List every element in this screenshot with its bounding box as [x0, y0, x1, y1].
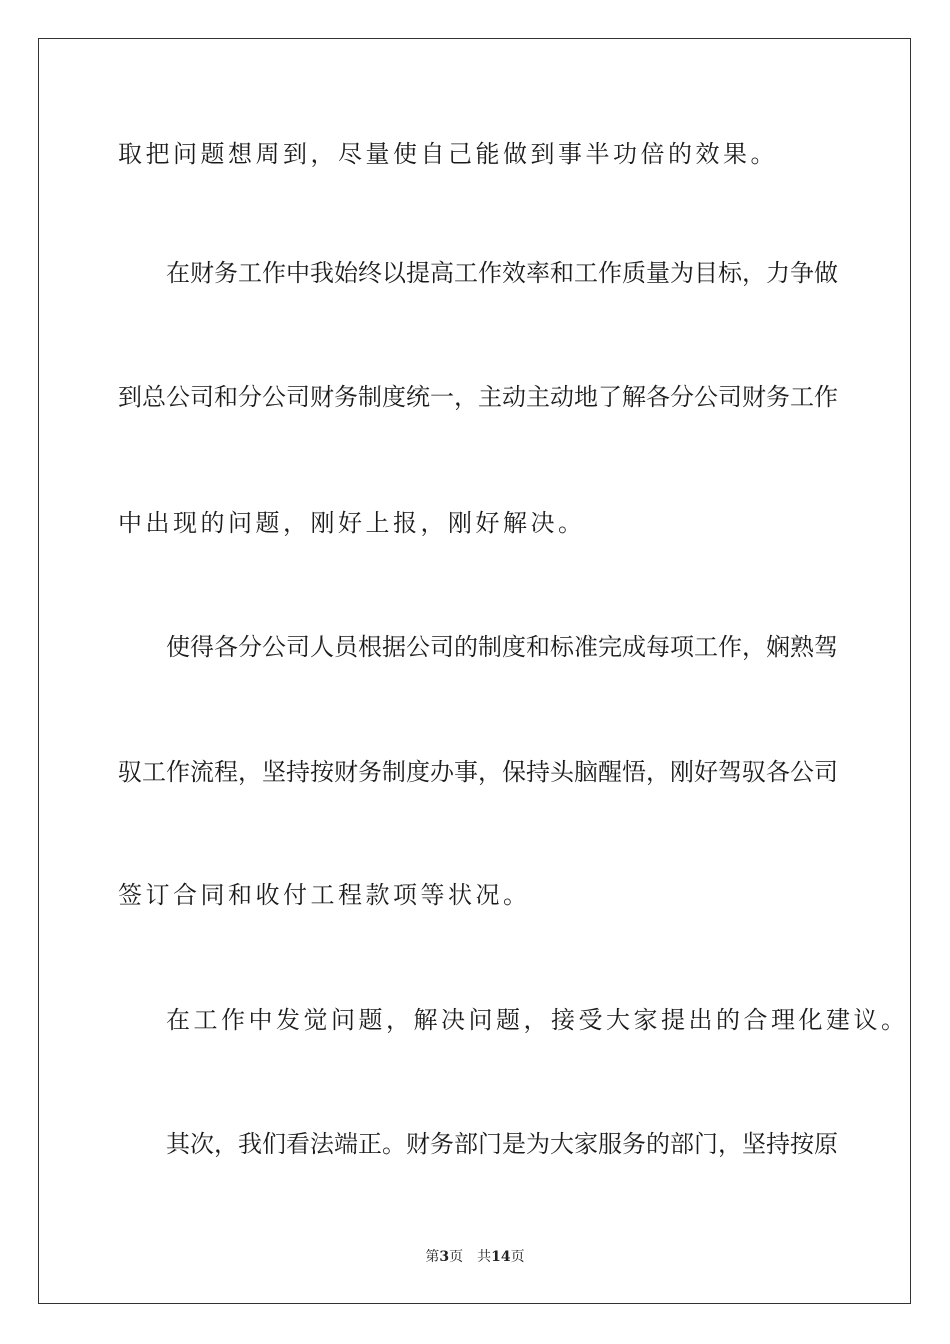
paragraph-line-7: 签订合同和收付工程款项等状况。: [118, 881, 531, 909]
page-prefix: 第: [425, 1249, 440, 1265]
paragraph-line-8: 在工作中发觉问题，解决问题，接受大家提出的合理化建议。: [166, 1006, 909, 1034]
page-footer: [0, 1246, 950, 1266]
paragraph-line-4: 中出现的问题，刚好上报，刚好解决。: [118, 509, 586, 537]
paragraph-line-1: 取把问题想周到，尽量使自己能做到事半功倍的效果。: [118, 140, 778, 168]
page-unit: 页: [449, 1249, 464, 1265]
paragraph-line-3: 到总公司和分公司财务制度统一，主动主动地了解各分公司财务工作: [118, 383, 838, 411]
total-prefix: 共: [477, 1249, 492, 1265]
paragraph-line-2: 在财务工作中我始终以提高工作效率和工作质量为目标，力争做: [166, 259, 838, 287]
total-unit: 页: [510, 1249, 525, 1265]
paragraph-line-5: 使得各分公司人员根据公司的制度和标准完成每项工作，娴熟驾: [166, 633, 838, 661]
page-border: [38, 38, 911, 1304]
page-number: 3: [439, 1249, 450, 1265]
total-pages: 14: [491, 1249, 511, 1265]
paragraph-line-9: 其次，我们看法端正。财务部门是为大家服务的部门，坚持按原: [166, 1130, 838, 1158]
paragraph-line-6: 驭工作流程，坚持按财务制度办事，保持头脑醒悟，刚好驾驭各公司: [118, 758, 838, 786]
